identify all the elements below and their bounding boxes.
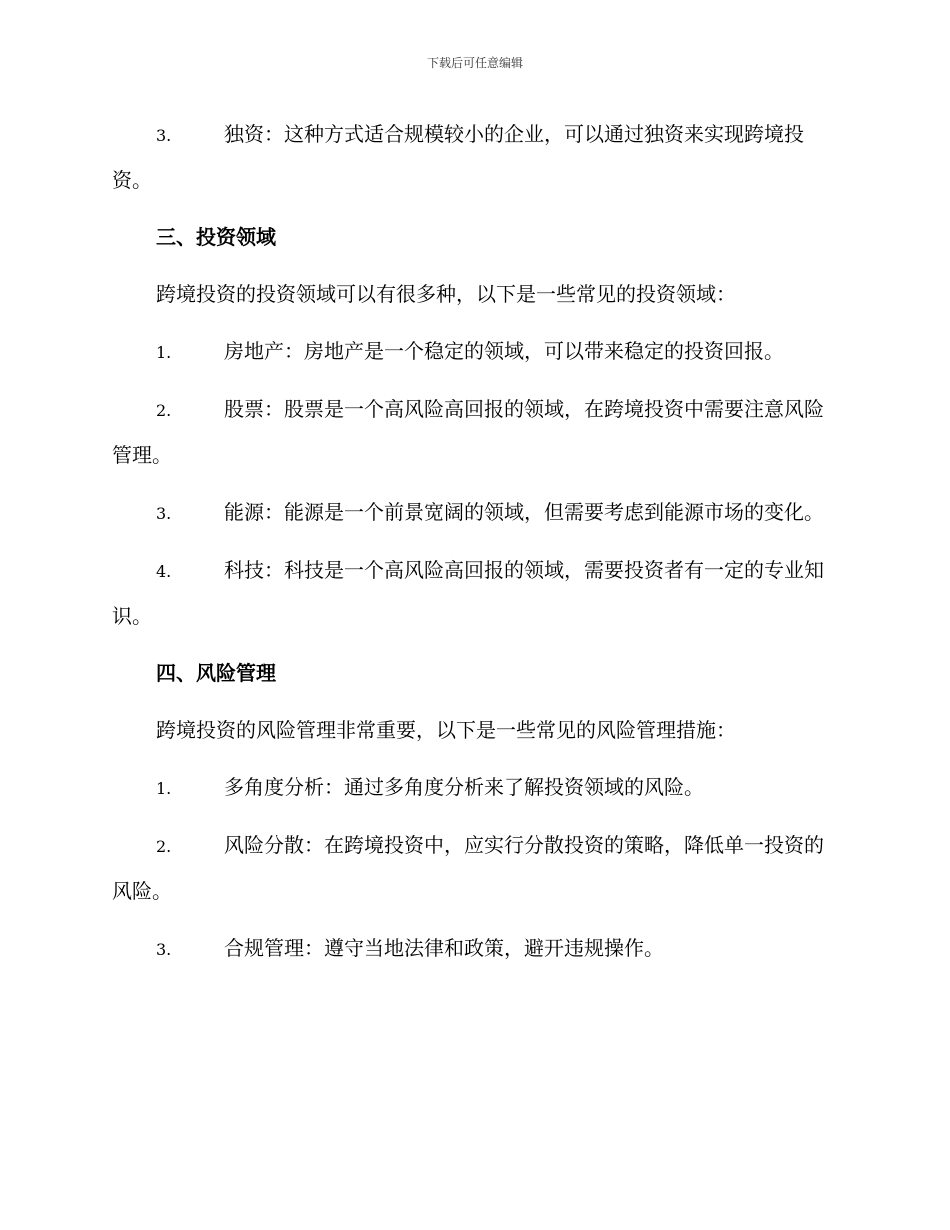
section-heading-investment-fields: 三、投资领域 <box>156 225 276 249</box>
list-item <box>112 387 834 478</box>
list-item-text: 合规管理：遵守当地法律和政策，避开违规操作。 <box>224 936 664 960</box>
list-item-text: 独资：这种方式适合规模较小的企业，可以通过独资来实现跨境投资。 <box>112 122 804 192</box>
page-header: 下载后可任意编辑 <box>426 56 523 70</box>
section-intro: 跨境投资的风险管理非常重要，以下是一些常见的风险管理措施： <box>156 718 736 742</box>
list-item-number: 3. <box>156 126 172 145</box>
list-item-number: 1. <box>156 343 172 362</box>
list-item <box>112 765 834 811</box>
list-item-text: 股票：股票是一个高风险高回报的领域，在跨境投资中需要注意风险管理。 <box>112 397 824 467</box>
list-item <box>112 926 834 972</box>
list-item-number: 1. <box>156 779 172 798</box>
list-item-number: 3. <box>156 940 172 959</box>
list-item <box>112 112 834 203</box>
list-item-text: 多角度分析：通过多角度分析来了解投资领域的风险。 <box>224 775 704 799</box>
list-item-text: 风险分散：在跨境投资中，应实行分散投资的策略，降低单一投资的风险。 <box>112 833 824 903</box>
list-item <box>112 823 834 914</box>
list-item-number: 2. <box>156 401 172 420</box>
list-item-number: 4. <box>156 562 172 581</box>
list-item <box>112 548 834 639</box>
list-item-text: 房地产：房地产是一个稳定的领域，可以带来稳定的投资回报。 <box>224 339 784 363</box>
list-item-number: 3. <box>156 504 172 523</box>
list-item-text: 科技：科技是一个高风险高回报的领域，需要投资者有一定的专业知识。 <box>112 558 824 628</box>
list-item-text: 能源：能源是一个前景宽阔的领域，但需要考虑到能源市场的变化。 <box>224 500 824 524</box>
document-body <box>112 112 834 984</box>
list-item <box>112 490 834 536</box>
list-item <box>112 329 834 375</box>
section-heading-risk-management: 四、风险管理 <box>156 661 276 685</box>
list-item-number: 2. <box>156 837 172 856</box>
section-intro: 跨境投资的投资领域可以有很多种，以下是一些常见的投资领域： <box>156 282 736 306</box>
